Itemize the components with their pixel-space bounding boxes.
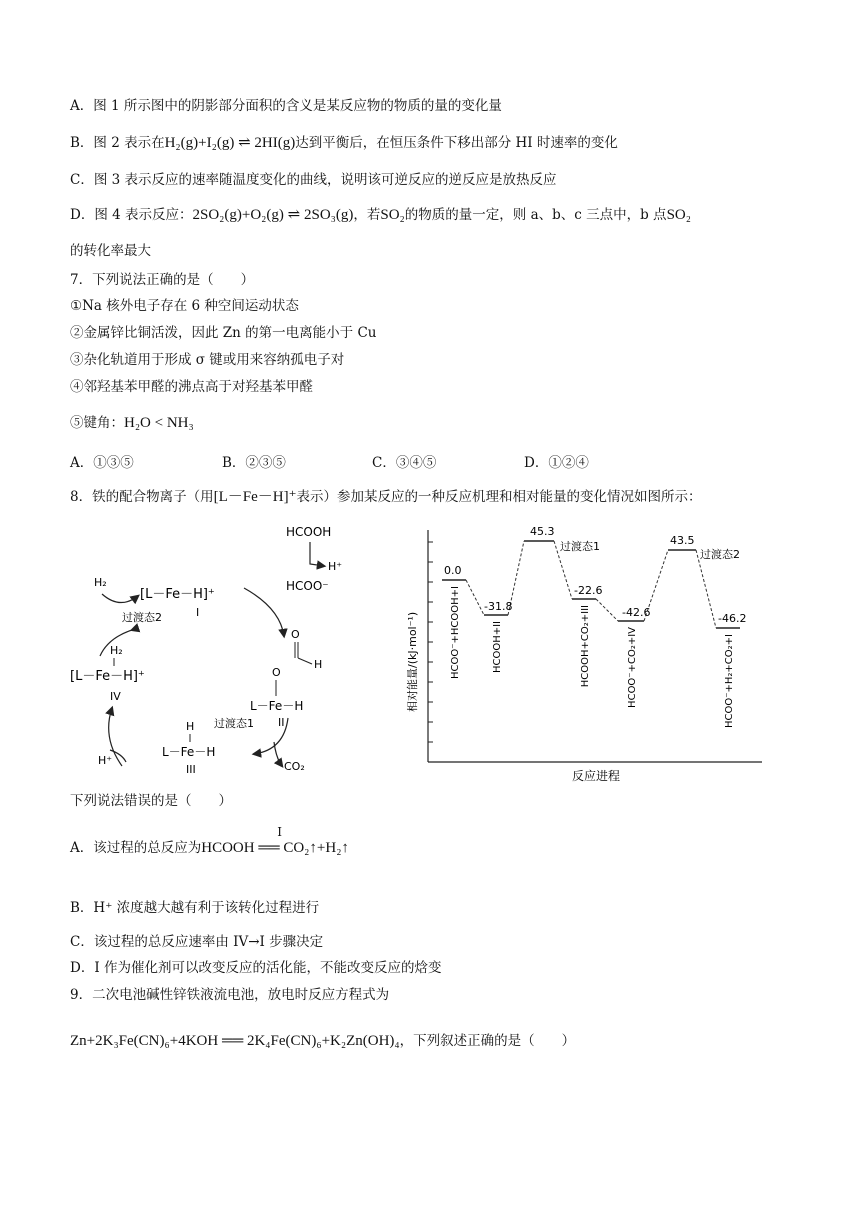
q7-item-5 (70, 413, 194, 433)
q9-stem: 9．二次电池碱性锌铁液流电池，放电时反应方程式为 (70, 987, 390, 1003)
level-value-1: -31.8 (484, 600, 513, 613)
q6-option-d-equation: 2SO₂(g)+O₂(g) ⇌ 2SO₃(g) (192, 207, 354, 223)
q7-option-d: D．①②④ (524, 455, 589, 471)
cycle-species-4-label: IV (110, 690, 121, 703)
energy-y-label: 相对能量/(kJ·mol⁻¹) (406, 611, 419, 712)
cycle-h2: H₂ (94, 576, 107, 589)
cycle-species-2: L－Fe－H (250, 699, 304, 713)
cycle-ts1: 过渡态1 (214, 717, 254, 730)
q6-option-b-equation: H₂(g)+I₂(g) ⇌ 2HI(g) (164, 135, 296, 151)
energy-x-label: 反应进程 (572, 769, 621, 783)
q7-item-4: ④邻羟基苯甲醛的沸点高于对羟基苯甲醛 (70, 379, 313, 395)
q8-stem-suffix: 表示）参加某反应的一种反应机理和相对能量的变化情况如图所示： (296, 489, 702, 505)
energy-profile-chart (400, 522, 780, 790)
q6-option-d-prefix: D．图 4 表示反应： (70, 207, 193, 223)
q7-option-c: C．③④⑤ (372, 455, 437, 471)
q6-option-d-so2-b: SO₂ (666, 207, 691, 223)
energy-y-ticks (428, 542, 433, 742)
cycle-arrow-hcooh (310, 542, 324, 566)
level-label-ts1: 过渡态1 (560, 540, 600, 553)
cycle-h-plus-bottom: H⁺ (98, 754, 113, 767)
q8-option-a-equation-wrap (201, 825, 349, 858)
q8-stem (70, 487, 702, 507)
q6-option-d-continuation: 的转化率最大 (70, 243, 151, 259)
q7-item-5-equation: H₂O < NH₃ (124, 415, 194, 431)
level-value-6: -46.2 (718, 612, 747, 625)
level-value-2: 45.3 (530, 525, 555, 538)
cycle-hcooh: HCOOH (286, 525, 332, 539)
level-value-5: 43.5 (670, 534, 695, 547)
cycle-o-ether: O (272, 666, 281, 679)
q8-option-c: C．该过程的总反应速率由 IV→I 步骤决定 (70, 934, 324, 950)
cycle-species-3-h: H (186, 720, 195, 733)
q8-option-d: D．I 作为催化剂可以改变反应的活化能，不能改变反应的焓变 (70, 960, 442, 976)
cycle-o-carbonyl: O (291, 628, 300, 641)
q8-option-a-equation: HCOOH ══ CO₂↑+H₂↑ (201, 840, 349, 856)
cycle-ch-bond (298, 658, 312, 664)
q7-item-1: ①Na 核外电子存在 6 种空间运动状态 (70, 298, 299, 314)
q9-equation-line (70, 1031, 575, 1051)
cycle-arrow-1-2 (244, 588, 284, 636)
q8-option-a-prefix: A．该过程的总反应为 (70, 840, 202, 856)
level-label-ts2: 过渡态2 (700, 548, 740, 561)
cycle-species-4: [L－Fe－H]⁺ (70, 669, 145, 684)
level-species-4: HCOO⁻+CO₂+IV (627, 627, 638, 708)
q6-option-d (70, 205, 691, 225)
q8-stem-ion: [L－Fe－H]⁺ (213, 489, 297, 505)
level-value-0: 0.0 (444, 564, 462, 577)
q8-option-b: B．H⁺ 浓度越大越有利于该转化过程进行 (70, 900, 320, 916)
q8-question: 下列说法错误的是（ ） (70, 793, 232, 809)
cycle-species-1-label: I (196, 606, 200, 619)
level-species-3: HCOOH+CO₂+III (580, 605, 591, 688)
q6-option-b (70, 133, 618, 153)
q7-options (70, 451, 790, 471)
q7-stem: 7．下列说法正确的是（ ） (70, 272, 255, 288)
q6-option-c: C．图 3 表示反应的速率随温度变化的曲线，说明该可逆反应的逆反应是放热反应 (70, 172, 557, 188)
q9-equation: Zn+2K₃Fe(CN)₆+4KOH ══ 2K₄Fe(CN)₆+K₂Zn(OH)₄ (70, 1033, 400, 1049)
cycle-co2: CO₂ (284, 760, 305, 773)
q7-item-2: ②金属锌比铜活泼，因此 Zn 的第一电离能小于 Cu (70, 325, 377, 341)
q9-tail: ，下列叙述正确的是（ ） (399, 1033, 576, 1049)
level-species-1: HCOOH+II (492, 621, 503, 674)
q6-option-b-suffix: 达到平衡后，在恒压条件下移出部分 HI 时速率的变化 (295, 135, 618, 151)
q8-stem-prefix: 8．铁的配合物离子（用 (70, 489, 214, 505)
q6-option-a: A．图 1 所示图中的阴影部分面积的含义是某反应物的物质的量的变化量 (70, 98, 502, 114)
q6-option-d-mid: ，若 (353, 207, 381, 223)
cycle-arrow-h2 (102, 594, 138, 603)
cycle-species-1: [L－Fe－H]⁺ (140, 587, 215, 602)
q7-option-a: A．①③⑤ (70, 455, 134, 471)
q6-option-d-so2: SO₂ (380, 207, 405, 223)
cycle-hcoo: HCOO⁻ (286, 579, 329, 593)
q7-item-5-prefix: ⑤键角： (70, 415, 124, 431)
q8-option-a-catalyst: I (277, 825, 282, 839)
cycle-species-3: L－Fe－H (162, 745, 216, 759)
q8-option-a (70, 825, 349, 858)
cycle-species-3-label: III (186, 763, 196, 776)
cycle-ts2: 过渡态2 (122, 611, 162, 624)
q7-option-b: B．②③⑤ (222, 455, 286, 471)
cycle-h-plus-top: H⁺ (328, 560, 343, 573)
cycle-h-formyl: H (314, 658, 323, 671)
cycle-species-2-label: II (278, 716, 285, 729)
level-value-4: -42.6 (622, 606, 651, 619)
level-species-0: HCOO⁻+HCOOH+I (450, 586, 461, 679)
catalytic-cycle-figure (62, 518, 402, 788)
cycle-species-4-h2: H₂ (110, 644, 123, 657)
level-value-3: -22.6 (574, 584, 603, 597)
level-species-6: HCOO⁻+H₂+CO₂+I (724, 634, 735, 728)
q7-item-3: ③杂化轨道用于形成 σ 键或用来容纳孤电子对 (70, 352, 345, 368)
q6-option-b-prefix: B．图 2 表示在 (70, 135, 165, 151)
q6-option-d-mid2: 的物质的量一定，则 a、b、c 三点中，b 点 (404, 207, 667, 223)
